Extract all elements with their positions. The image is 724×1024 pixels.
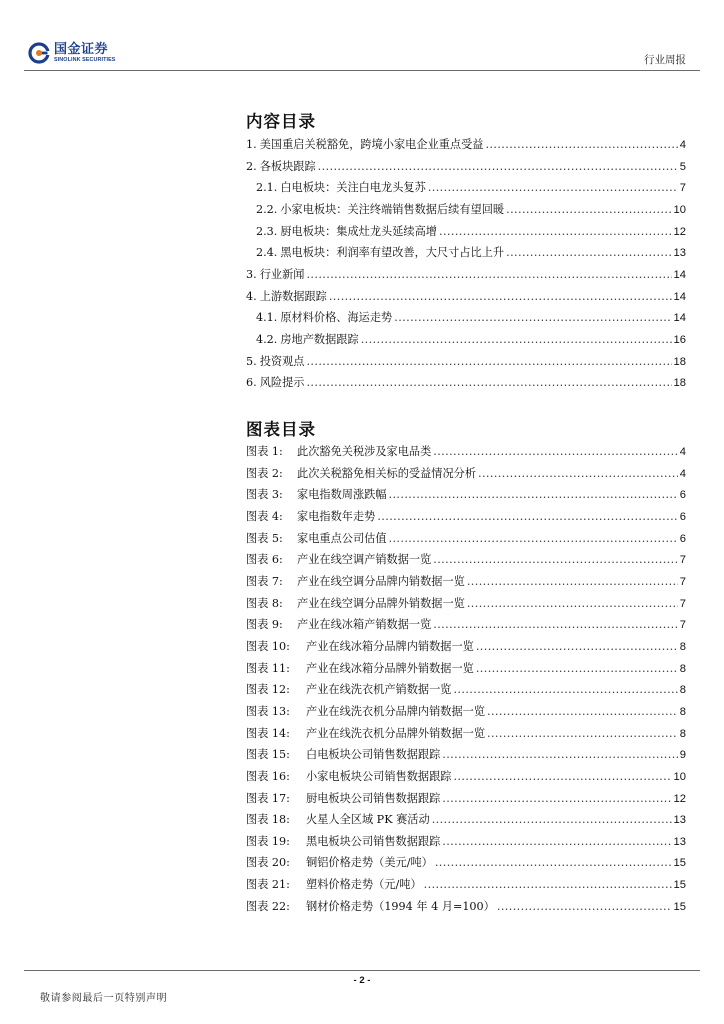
- figure-entry[interactable]: [246, 898, 686, 920]
- figure-entry[interactable]: [246, 811, 686, 833]
- figure-entry[interactable]: [246, 660, 686, 682]
- entry-number: 4.: [246, 289, 257, 303]
- toc-entry[interactable]: [246, 158, 686, 180]
- entry-number: 2.1.: [256, 181, 278, 195]
- dot-leader: [435, 856, 672, 869]
- entry-title: 此次豁免关税涉及家电品类: [297, 445, 432, 458]
- entry-title: 产业在线空调分品牌内销数据一览: [297, 574, 465, 588]
- toc-entry[interactable]: [246, 288, 686, 310]
- brand-name-cn: 国金证券: [54, 41, 109, 57]
- contents-list: [246, 136, 686, 396]
- dot-leader: [453, 770, 671, 783]
- entry-title: 家电重点公司估值: [297, 531, 387, 545]
- dot-leader: [377, 510, 677, 523]
- entry-number: 2.2.: [256, 202, 278, 216]
- entry-title: 产业在线冰箱分品牌内销数据一览: [306, 639, 474, 653]
- entry-number: 图表 5:: [246, 531, 283, 545]
- entry-title: 房地产数据跟踪: [280, 332, 359, 346]
- entry-title: 小家电板块公司销售数据跟踪: [306, 769, 452, 783]
- entry-number: 图表 13:: [246, 704, 290, 718]
- page-number: - 2 -: [353, 975, 371, 986]
- dot-leader: [424, 878, 672, 891]
- figure-entry[interactable]: [246, 681, 686, 703]
- document-type: 行业周报: [644, 54, 686, 66]
- entry-page: 13: [673, 814, 686, 827]
- figure-entry[interactable]: [246, 854, 686, 876]
- dot-leader: [442, 748, 678, 761]
- dot-leader: [389, 488, 678, 501]
- entry-page: 7: [679, 554, 686, 567]
- entry-page: 4: [679, 467, 686, 480]
- figure-entry[interactable]: [246, 876, 686, 898]
- dot-leader: [506, 203, 671, 216]
- footer-divider: [24, 970, 700, 971]
- entry-number: 2.4.: [256, 246, 278, 260]
- toc-entry[interactable]: [246, 309, 686, 331]
- entry-number: 6.: [246, 376, 257, 390]
- entry-title: 塑料价格走势（元/吨）: [306, 878, 422, 892]
- entry-page: 8: [679, 727, 686, 740]
- entry-title: 行业新闻: [259, 267, 305, 281]
- entry-number: 图表 1:: [246, 445, 283, 458]
- dot-leader: [439, 225, 672, 238]
- dot-leader: [442, 835, 671, 848]
- figure-entry[interactable]: [246, 725, 686, 747]
- entry-page: 6: [679, 532, 686, 545]
- dot-leader: [476, 662, 678, 675]
- toc-entry[interactable]: [246, 331, 686, 353]
- entry-title: 铜铝价格走势（美元/吨）: [306, 856, 433, 870]
- entry-page: 16: [673, 333, 686, 346]
- entry-title: 各板块跟踪: [259, 159, 316, 173]
- figure-entry[interactable]: [246, 790, 686, 812]
- entry-number: 1.: [246, 138, 257, 151]
- dot-leader: [485, 138, 677, 151]
- figure-entry[interactable]: [246, 746, 686, 768]
- entry-title: 产业在线冰箱分品牌外销数据一览: [306, 661, 474, 675]
- entry-number: 4.2.: [256, 332, 278, 346]
- figure-entry[interactable]: [246, 465, 686, 487]
- dot-leader: [329, 290, 672, 303]
- dot-leader: [433, 445, 678, 458]
- entry-page: 8: [679, 705, 686, 718]
- entry-number: 图表 11:: [246, 661, 290, 675]
- figure-entry[interactable]: [246, 768, 686, 790]
- entry-number: 4.1.: [256, 311, 278, 325]
- dot-leader: [428, 181, 678, 194]
- entry-page: 5: [679, 160, 686, 173]
- entry-number: 3.: [246, 267, 257, 281]
- entry-page: 7: [679, 182, 686, 195]
- entry-number: 图表 7:: [246, 574, 283, 588]
- entry-page: 15: [673, 857, 686, 870]
- entry-title: 产业在线洗衣机产销数据一览: [306, 683, 452, 697]
- entry-number: 图表 21:: [246, 878, 290, 892]
- entry-page: 13: [673, 247, 686, 260]
- entry-title: 小家电板块：关注终端销售数据后续有望回暖: [280, 202, 505, 216]
- figures-list: [246, 443, 686, 919]
- dot-leader: [394, 311, 671, 324]
- entry-page: 18: [673, 377, 686, 390]
- entry-number: 图表 17:: [246, 791, 290, 805]
- entry-page: 4: [679, 446, 686, 458]
- contents-title: 内容目录: [246, 112, 316, 131]
- entry-page: 8: [679, 640, 686, 653]
- entry-title: 投资观点: [259, 354, 305, 368]
- entry-number: 图表 15:: [246, 748, 290, 762]
- entry-title: 黑电板块：利润率有望改善，大尺寸占比上升: [280, 246, 505, 260]
- entry-title: 火星人全区域 PK 赛活动: [306, 813, 430, 827]
- entry-page: 14: [673, 312, 686, 325]
- figure-entry[interactable]: [246, 551, 686, 573]
- dot-leader: [432, 813, 672, 826]
- figure-entry[interactable]: [246, 573, 686, 595]
- entry-title: 家电指数周涨跌幅: [297, 488, 387, 502]
- entry-page: 10: [673, 770, 686, 783]
- toc-entry[interactable]: [246, 201, 686, 223]
- dot-leader: [442, 792, 671, 805]
- entry-title: 美国重启关税豁免，跨境小家电企业重点受益: [259, 138, 484, 151]
- figure-entry[interactable]: [246, 616, 686, 638]
- sinolink-logo-icon: [28, 42, 50, 64]
- entry-title: 黑电板块公司销售数据跟踪: [306, 834, 441, 848]
- dot-leader: [306, 376, 671, 389]
- entry-number: 图表 16:: [246, 769, 290, 783]
- figure-entry[interactable]: [246, 486, 686, 508]
- entry-page: 9: [679, 749, 686, 762]
- entry-page: 7: [679, 597, 686, 610]
- dot-leader: [433, 618, 678, 631]
- dot-leader: [476, 640, 678, 653]
- figure-entry[interactable]: [246, 833, 686, 855]
- entry-title: 白电板块：关注白电龙头复苏: [280, 181, 426, 195]
- dot-leader: [306, 268, 671, 281]
- entry-page: 13: [673, 835, 686, 848]
- dot-leader: [318, 160, 678, 173]
- toc-entry[interactable]: [246, 353, 686, 375]
- entry-page: 10: [673, 203, 686, 216]
- entry-title: 风险提示: [259, 376, 305, 390]
- toc-entry[interactable]: [246, 266, 686, 288]
- entry-number: 图表 14:: [246, 726, 290, 740]
- brand-name-en: SINOLINK SECURITIES: [54, 56, 116, 63]
- entry-title: 原材料价格、海运走势: [280, 311, 393, 325]
- entry-title: 产业在线洗衣机分品牌外销数据一览: [306, 726, 486, 740]
- dot-leader: [497, 900, 672, 913]
- figure-entry[interactable]: [246, 638, 686, 660]
- entry-page: 8: [679, 684, 686, 697]
- entry-page: 15: [673, 879, 686, 892]
- toc-entry[interactable]: [246, 374, 686, 396]
- entry-title: 产业在线空调分品牌外销数据一览: [297, 596, 465, 610]
- entry-title: 产业在线空调产销数据一览: [297, 553, 432, 567]
- figures-title: 图表目录: [246, 420, 316, 439]
- entry-number: 图表 8:: [246, 596, 283, 610]
- brand-logo: [28, 42, 116, 64]
- dot-leader: [467, 575, 678, 588]
- figure-entry[interactable]: [246, 595, 686, 617]
- entry-number: 5.: [246, 354, 257, 368]
- dot-leader: [467, 597, 678, 610]
- entry-number: 图表 19:: [246, 834, 290, 848]
- entry-number: 图表 2:: [246, 466, 283, 480]
- dot-leader: [361, 333, 672, 346]
- toc-entry[interactable]: [246, 136, 686, 158]
- entry-title: 产业在线冰箱产销数据一览: [297, 618, 432, 632]
- entry-number: 图表 20:: [246, 856, 290, 870]
- entry-number: 图表 12:: [246, 683, 290, 697]
- entry-title: 白电板块公司销售数据跟踪: [306, 748, 441, 762]
- entry-title: 上游数据跟踪: [259, 289, 327, 303]
- dot-leader: [487, 705, 678, 718]
- entry-title: 厨电板块：集成灶龙头延续高增: [280, 224, 437, 238]
- entry-page: 4: [679, 139, 686, 151]
- toc-entry[interactable]: [246, 179, 686, 201]
- entry-number: 图表 6:: [246, 553, 283, 567]
- entry-title: 钢材价格走势（1994 年 4 月=100）: [306, 899, 495, 913]
- entry-page: 15: [673, 900, 686, 913]
- entry-title: 厨电板块公司销售数据跟踪: [306, 791, 441, 805]
- dot-leader: [389, 532, 678, 545]
- dot-leader: [506, 246, 671, 259]
- entry-page: 7: [679, 575, 686, 588]
- entry-number: 图表 9:: [246, 618, 283, 632]
- entry-title: 家电指数年走势: [297, 509, 376, 523]
- figure-entry[interactable]: [246, 508, 686, 530]
- figure-entry[interactable]: [246, 530, 686, 552]
- entry-number: 图表 4:: [246, 509, 283, 523]
- dot-leader: [478, 467, 678, 480]
- dot-leader: [433, 553, 678, 566]
- dot-leader: [487, 727, 678, 740]
- entry-page: 18: [673, 355, 686, 368]
- entry-page: 7: [679, 619, 686, 632]
- dot-leader: [306, 355, 671, 368]
- entry-page: 14: [673, 290, 686, 303]
- entry-page: 14: [673, 268, 686, 281]
- entry-title: 产业在线洗衣机分品牌内销数据一览: [306, 704, 486, 718]
- dot-leader: [453, 683, 677, 696]
- entry-number: 图表 3:: [246, 488, 283, 502]
- toc-entry[interactable]: [246, 223, 686, 245]
- entry-number: 图表 10:: [246, 639, 290, 653]
- entry-number: 图表 22:: [246, 899, 290, 913]
- entry-number: 2.3.: [256, 224, 278, 238]
- figure-entry[interactable]: [246, 703, 686, 725]
- header-divider: [24, 70, 700, 71]
- figure-entry[interactable]: [246, 443, 686, 465]
- page-header: [0, 0, 724, 70]
- entry-title: 此次关税豁免相关标的受益情况分析: [297, 466, 477, 480]
- disclaimer-note: 敬请参阅最后一页特别声明: [40, 993, 168, 1004]
- entry-page: 6: [679, 489, 686, 502]
- entry-page: 12: [673, 225, 686, 238]
- entry-number: 图表 18:: [246, 813, 290, 827]
- entry-page: 6: [679, 510, 686, 523]
- entry-page: 8: [679, 662, 686, 675]
- entry-page: 12: [673, 792, 686, 805]
- toc-entry[interactable]: [246, 244, 686, 266]
- entry-number: 2.: [246, 159, 257, 173]
